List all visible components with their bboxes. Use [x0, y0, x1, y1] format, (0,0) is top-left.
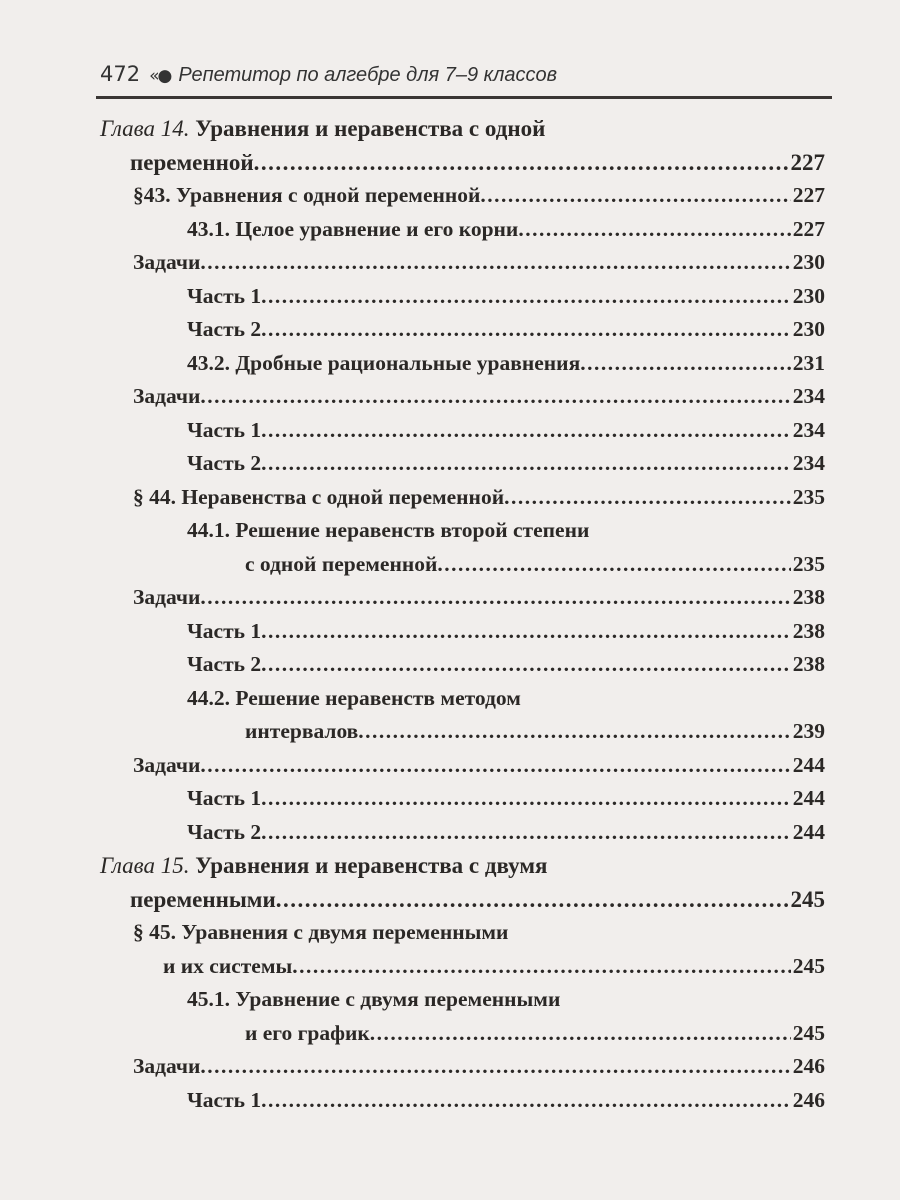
dot-leader	[261, 615, 791, 649]
toc-page-number: 245	[792, 1020, 825, 1045]
running-header	[100, 62, 830, 94]
toc-page-number: 244	[792, 786, 825, 810]
toc-entry-title: Задачи	[133, 1054, 201, 1078]
toc-page-number: 238	[792, 585, 825, 609]
toc-entry-title: интервалов	[245, 719, 359, 743]
dot-leader	[358, 715, 790, 749]
toc-line	[100, 112, 825, 146]
toc-entry-part	[100, 615, 825, 649]
toc-entry-title: Глава 15. Уравнения и неравенства с двумя	[100, 853, 548, 878]
toc-line	[100, 682, 825, 716]
chapter-label: Глава 15.	[100, 853, 196, 878]
toc-page-number: 245	[792, 953, 825, 978]
toc-entry-title: 44.2. Решение неравенств методом	[187, 685, 521, 710]
toc-line	[100, 749, 825, 783]
toc-line	[100, 179, 825, 213]
toc-entry-title: Часть 1	[187, 618, 262, 643]
toc-entry-title: переменными	[130, 886, 276, 912]
toc-line	[100, 916, 825, 950]
toc-entry-title: и его график	[245, 1020, 370, 1045]
toc-page-number: 238	[792, 618, 825, 643]
toc-entry-title: и их системы	[163, 953, 293, 978]
dot-leader	[580, 347, 791, 381]
dot-leader	[200, 380, 790, 414]
dot-leader	[518, 213, 790, 247]
toc-line	[100, 1084, 825, 1118]
dot-leader	[200, 1050, 790, 1084]
toc-entry-title: §43. Уравнения с одной переменной	[133, 183, 481, 207]
toc-entry-subsection	[100, 983, 825, 1050]
toc-entry-section	[100, 481, 825, 515]
header-rule	[96, 96, 832, 99]
toc-line	[100, 715, 825, 749]
dot-leader	[370, 1017, 791, 1051]
toc-line	[100, 782, 825, 816]
toc-entry-title: 44.1. Решение неравенств второй степени	[187, 518, 590, 542]
toc-entry-title: Часть 2	[187, 451, 262, 475]
toc-entry-title: Часть 1	[187, 417, 262, 442]
dot-leader	[261, 816, 791, 850]
toc-line	[100, 514, 825, 548]
toc-entry-subsection	[100, 347, 825, 381]
toc-entry-tasks	[100, 749, 825, 783]
toc-page-number: 227	[792, 216, 825, 241]
toc-page-number: 230	[792, 283, 825, 308]
toc-line	[100, 950, 825, 984]
dot-leader	[200, 749, 790, 783]
chapter-label: Глава 14.	[100, 116, 196, 141]
toc-page-number: 234	[792, 417, 825, 442]
toc-entry-title: с одной переменной	[245, 551, 438, 576]
toc-line	[100, 615, 825, 649]
toc-entry-tasks	[100, 380, 825, 414]
toc-entry-title: § 44. Неравенства с одной переменной	[133, 484, 505, 509]
dot-leader	[200, 246, 790, 280]
dot-leader	[480, 179, 790, 213]
dot-leader	[200, 581, 790, 615]
toc-entry-chapter	[100, 112, 825, 179]
toc-entry-subsection	[100, 213, 825, 247]
toc-entry-title: 43.1. Целое уравнение и его корни	[187, 216, 519, 241]
page-number: 472	[100, 62, 141, 86]
toc-page-number: 227	[790, 149, 825, 175]
toc-page-number: 238	[792, 652, 825, 676]
dot-leader	[504, 481, 791, 515]
toc-entry-title: Часть 2	[187, 317, 262, 341]
toc-page-number: 227	[792, 183, 825, 207]
dot-leader	[292, 950, 790, 984]
toc-page-number: 246	[792, 1054, 825, 1078]
toc-entry-title: Часть 1	[187, 1087, 262, 1112]
toc-page-number: 230	[792, 317, 825, 341]
toc-page-number: 235	[792, 551, 825, 576]
table-of-contents	[100, 112, 825, 1117]
toc-entry-title: 45.1. Уравнение с двумя переменными	[187, 987, 561, 1011]
toc-entry-title: Часть 1	[187, 283, 262, 308]
dot-leader	[261, 313, 791, 347]
toc-line	[100, 1050, 825, 1084]
toc-entry-subsection	[100, 514, 825, 581]
toc-page-number: 231	[792, 350, 825, 375]
toc-line	[100, 849, 825, 883]
toc-line	[100, 1017, 825, 1051]
toc-line	[100, 983, 825, 1017]
toc-entry-title: Глава 14. Уравнения и неравенства с одной	[100, 116, 546, 141]
toc-entry-part	[100, 816, 825, 850]
toc-line	[100, 816, 825, 850]
toc-line	[100, 481, 825, 515]
toc-page-number: 245	[790, 886, 825, 912]
dot-leader	[254, 146, 789, 180]
toc-page-number: 244	[792, 752, 825, 777]
toc-entry-title: Часть 2	[187, 652, 262, 676]
toc-line	[100, 280, 825, 314]
dot-leader	[261, 1084, 791, 1118]
toc-line	[100, 414, 825, 448]
toc-entry-section	[100, 179, 825, 213]
toc-entry-title: § 45. Уравнения с двумя переменными	[133, 920, 509, 944]
dot-leader	[261, 782, 791, 816]
toc-line	[100, 146, 825, 180]
toc-line	[100, 581, 825, 615]
toc-entry-part	[100, 447, 825, 481]
toc-entry-title: Задачи	[133, 585, 201, 609]
toc-entry-title: Часть 2	[187, 819, 262, 844]
toc-entry-part	[100, 313, 825, 347]
toc-line	[100, 447, 825, 481]
toc-entry-chapter	[100, 849, 825, 916]
toc-line	[100, 883, 825, 917]
toc-page-number: 246	[792, 1087, 825, 1112]
dot-leader	[261, 648, 791, 682]
running-title: Репетитор по алгебре для 7–9 классов	[178, 64, 558, 86]
toc-line	[100, 380, 825, 414]
header-marker-icon: «●	[149, 66, 171, 86]
toc-entry-tasks	[100, 581, 825, 615]
toc-page-number: 235	[792, 484, 825, 509]
toc-page-number: 239	[792, 719, 825, 743]
toc-entry-title: 43.2. Дробные рациональные уравнения	[187, 350, 581, 375]
toc-page-number: 234	[792, 384, 825, 408]
toc-line	[100, 548, 825, 582]
toc-entry-title: Задачи	[133, 250, 201, 274]
dot-leader	[437, 548, 790, 582]
toc-line	[100, 313, 825, 347]
dot-leader	[261, 414, 791, 448]
dot-leader	[276, 883, 789, 917]
toc-entry-title: переменной	[130, 149, 254, 175]
toc-entry-part	[100, 414, 825, 448]
toc-entry-title: Часть 1	[187, 786, 262, 810]
toc-line	[100, 347, 825, 381]
toc-entry-part	[100, 280, 825, 314]
toc-line	[100, 246, 825, 280]
toc-entry-part	[100, 1084, 825, 1118]
toc-entry-part	[100, 782, 825, 816]
toc-page-number: 244	[792, 819, 825, 844]
toc-entry-part	[100, 648, 825, 682]
toc-line	[100, 213, 825, 247]
dot-leader	[261, 447, 791, 481]
toc-page-number: 230	[792, 250, 825, 274]
toc-entry-title: Задачи	[133, 752, 201, 777]
toc-entry-title: Задачи	[133, 384, 201, 408]
toc-entry-tasks	[100, 1050, 825, 1084]
dot-leader	[261, 280, 791, 314]
toc-line	[100, 648, 825, 682]
toc-entry-subsection	[100, 682, 825, 749]
toc-entry-tasks	[100, 246, 825, 280]
toc-page-number: 234	[792, 451, 825, 475]
toc-entry-section	[100, 916, 825, 983]
